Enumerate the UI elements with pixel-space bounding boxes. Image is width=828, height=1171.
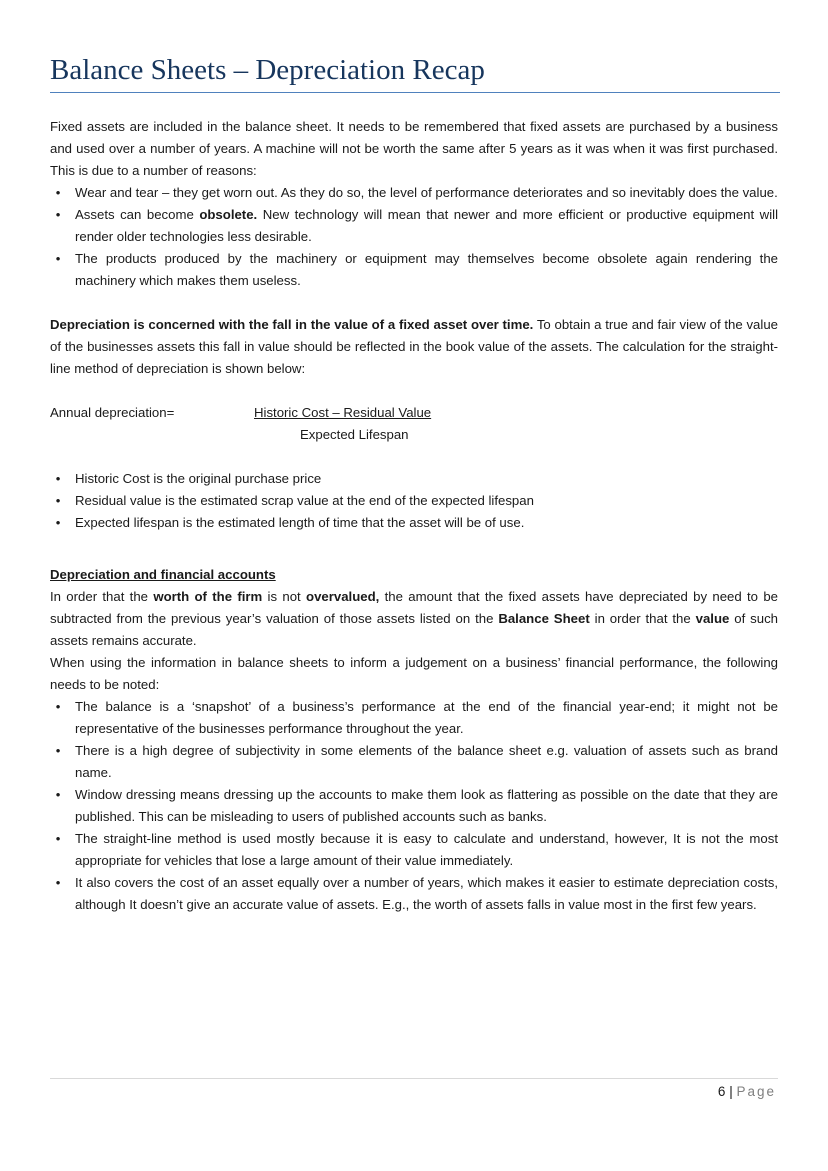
- bullet-icon: •: [55, 831, 61, 846]
- list-item: [50, 468, 778, 490]
- notes-intro-paragraph: When using the information in balance sheets to inform a judgement on a business’ financial performance, the following needs to be noted:: [50, 655, 778, 692]
- bullet-icon: •: [55, 251, 61, 266]
- list-item: [50, 248, 778, 292]
- bold-term: Balance Sheet: [498, 611, 590, 626]
- list-item-text: Wear and tear – they get worn out. As they do so, the level of performance deteriorates and so inevitably does the value.: [75, 185, 778, 200]
- depreciation-formula: [50, 402, 778, 446]
- formula-label: Annual depreciation=: [50, 405, 175, 420]
- text-run: of such assets remains accurate.: [50, 611, 779, 648]
- text-run: the amount that the fixed assets have depreciated by need to be subtracted from the previous year’s valuation of those assets listed on the: [50, 589, 778, 626]
- list-item-text: Window dressing means dressing up the accounts to make them look as flattering as possible on the date that they are published. This can be misleading to users of published accounts such as banks.: [75, 787, 778, 824]
- list-item: [50, 696, 778, 740]
- list-item-text: [75, 207, 778, 244]
- list-item-text: Historic Cost is the original purchase price: [75, 471, 322, 486]
- section-heading: Depreciation and financial accounts: [50, 567, 276, 582]
- bullet-icon: •: [55, 875, 61, 890]
- text-run: is not: [262, 589, 307, 604]
- list-item: [50, 204, 778, 248]
- definition-paragraph: [50, 314, 778, 380]
- bullet-icon: •: [55, 185, 61, 200]
- bold-term: overvalued,: [306, 589, 380, 604]
- text-run: in order that the: [589, 611, 696, 626]
- list-item: [50, 490, 778, 512]
- bullet-icon: •: [55, 787, 61, 802]
- formula-denominator: Expected Lifespan: [300, 427, 409, 442]
- list-item-text: The products produced by the machinery or equipment may themselves become obsolete again rendering the machinery which makes them useless.: [75, 251, 778, 288]
- list-item-text: The straight-line method is used mostly because it is easy to calculate and understand, however, It is not the most appropriate for vehicles that lose a large amount of their value immediately.: [75, 831, 778, 868]
- definition-text: To obtain a true and fair view of the value of the businesses assets this fall in value should be reflected in the book value of the assets. The calculation for the straight-line method of depreciation is shown below:: [50, 317, 778, 376]
- definition-bold: Depreciation is concerned with the fall in the value of a fixed asset over time.: [50, 317, 534, 332]
- text-run: In order that the: [50, 589, 154, 604]
- page-title: Balance Sheets – Depreciation Recap: [50, 50, 780, 93]
- list-item: [50, 182, 778, 204]
- list-item: [50, 784, 778, 828]
- bullet-icon: •: [55, 471, 61, 486]
- notes-list: [50, 696, 778, 916]
- terms-list: [50, 468, 778, 534]
- reasons-list: [50, 182, 778, 292]
- list-item: [50, 872, 778, 916]
- list-item-text: There is a high degree of subjectivity in some elements of the balance sheet e.g. valuation of assets such as brand name.: [75, 743, 778, 780]
- list-item-text: The balance is a ‘snapshot’ of a business’s performance at the end of the financial year-end; it might not be representative of the businesses performance throughout the year.: [75, 699, 778, 736]
- text-run: Assets can become: [75, 207, 200, 222]
- footer-separator: |: [729, 1084, 733, 1099]
- formula-numerator: Historic Cost – Residual Value: [254, 405, 432, 420]
- list-item-text: Expected lifespan is the estimated length of time that the asset will be of use.: [75, 515, 525, 530]
- bold-term: worth of the firm: [153, 589, 263, 604]
- bullet-icon: •: [55, 207, 61, 222]
- list-item-text: It also covers the cost of an asset equally over a number of years, which makes it easier to estimate depreciation costs, although It doesn’t give an accurate value of assets. E.g., the worth of assets falls in value most in the first few years.: [75, 875, 778, 912]
- bullet-icon: •: [55, 743, 61, 758]
- list-item-text: Residual value is the estimated scrap value at the end of the expected lifespan: [75, 493, 534, 508]
- bullet-icon: •: [55, 699, 61, 714]
- list-item: [50, 740, 778, 784]
- intro-paragraph: Fixed assets are included in the balance sheet. It needs to be remembered that fixed assets are purchased by a business and used over a number of years. A machine will not be worth the same after 5 years as it was when it was first purchased. This is due to a number of reasons:: [50, 119, 778, 178]
- page-number: 6: [717, 1084, 726, 1099]
- bullet-icon: •: [55, 493, 61, 508]
- page-label: Page: [736, 1084, 776, 1099]
- footer-divider: [50, 1078, 778, 1079]
- bullet-icon: •: [55, 515, 61, 530]
- bold-term: obsolete.: [199, 207, 258, 222]
- page-footer: [718, 1082, 776, 1102]
- list-item: [50, 512, 778, 534]
- accounts-paragraph: [50, 586, 778, 652]
- list-item: [50, 828, 778, 872]
- document-body: [50, 116, 778, 916]
- text-run: New technology will mean that newer and more efficient or productive equipment will render older technologies less desirable.: [75, 207, 779, 244]
- bold-term: value: [695, 611, 730, 626]
